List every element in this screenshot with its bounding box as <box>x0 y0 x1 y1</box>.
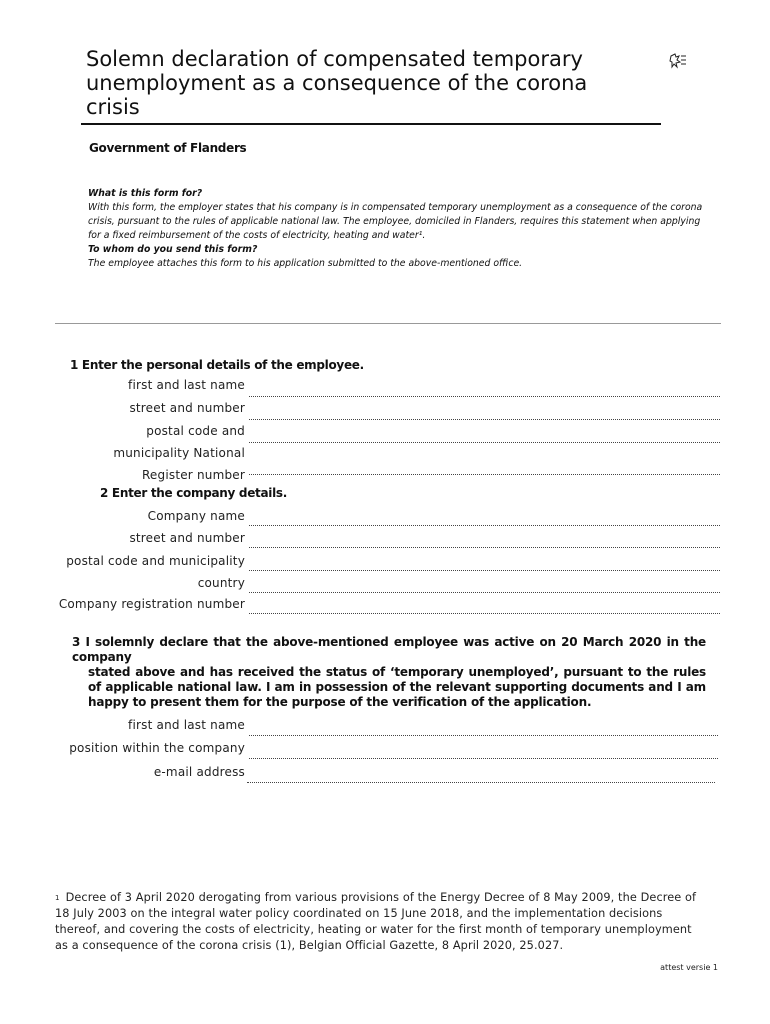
company-country-field[interactable] <box>249 592 720 593</box>
field-label: Company name <box>147 509 245 523</box>
declarant-email-field[interactable] <box>247 782 715 783</box>
field-label: Register number <box>141 468 245 482</box>
field-label: position within the company <box>69 741 245 755</box>
declarant-position-field[interactable] <box>249 758 718 759</box>
intro-question-2: To whom do you send this form? <box>88 244 258 255</box>
company-registration-field[interactable] <box>249 613 720 614</box>
field-label: country <box>197 576 245 590</box>
title-rule <box>81 123 661 125</box>
declaration-line-1: 3 I solemnly declare that the above-mentioned employee was active on 20 March 2020 in the company <box>72 635 706 664</box>
field-label: postal code and <box>146 424 245 438</box>
field-label: first and last name <box>128 718 245 732</box>
field-label: street and number <box>129 401 245 415</box>
company-name-field[interactable] <box>249 525 720 526</box>
flanders-lion-icon <box>669 53 687 69</box>
footnote <box>55 890 705 954</box>
field-label: municipality National <box>113 446 245 460</box>
employee-postal-field[interactable] <box>249 442 720 443</box>
intro-answer-2: The employee attaches this form to his application submitted to the above-mentioned office. <box>88 258 523 269</box>
section-2-heading: 2 Enter the company details. <box>100 486 288 500</box>
company-street-field[interactable] <box>249 547 720 548</box>
section-separator <box>55 323 721 324</box>
section-1-heading: 1 Enter the personal details of the employee. <box>70 358 364 372</box>
footnote-marker: 1 <box>55 894 60 902</box>
employee-street-field[interactable] <box>249 419 720 420</box>
field-label: street and number <box>129 531 245 545</box>
organisation-name: Government of Flanders <box>89 141 247 155</box>
intro-block <box>88 187 713 271</box>
declaration-text <box>72 635 706 710</box>
company-postal-field[interactable] <box>249 570 720 571</box>
field-label: first and last name <box>128 378 245 392</box>
field-label: Company registration number <box>58 597 245 611</box>
form-title: Solemn declaration of compensated temporary unemployment as a consequence of the corona crisis <box>86 47 588 119</box>
employee-name-field[interactable] <box>249 396 720 397</box>
declaration-continuation: stated above and has received the status of ‘temporary unemployed’, pursuant to the rules of applicable national law. I am in possession of the relevant supporting documents and I am happy to present them for the purpose of the verification of the application. <box>88 665 706 709</box>
version-label: attest versie 1 <box>660 963 718 972</box>
field-label: e-mail address <box>153 765 245 779</box>
employee-register-number-field[interactable] <box>249 474 720 475</box>
field-label: postal code and municipality <box>66 554 245 568</box>
declarant-name-field[interactable] <box>249 735 718 736</box>
footnote-text: Decree of 3 April 2020 derogating from various provisions of the Energy Decree of 8 May 2009, the Decree of 18 July 2003 on the integral water policy coordinated on 15 June 2018, and the implementation decisions thereof, and covering the costs of electricity, heating or water for the first month of temporary unemployment as a consequence of the corona crisis (1), Belgian Official Gazette, 8 April 2020, 25.027. <box>55 891 697 952</box>
intro-answer-1: With this form, the employer states that his company is in compensated temporary unemployment as a consequence of the corona crisis, pursuant to the rules of applicable national law. The employee, domiciled in Flanders, requires this statement when applying for a fixed reimbursement of the costs of electricity, heating and water¹. <box>88 202 703 241</box>
intro-question-1: What is this form for? <box>88 188 203 199</box>
